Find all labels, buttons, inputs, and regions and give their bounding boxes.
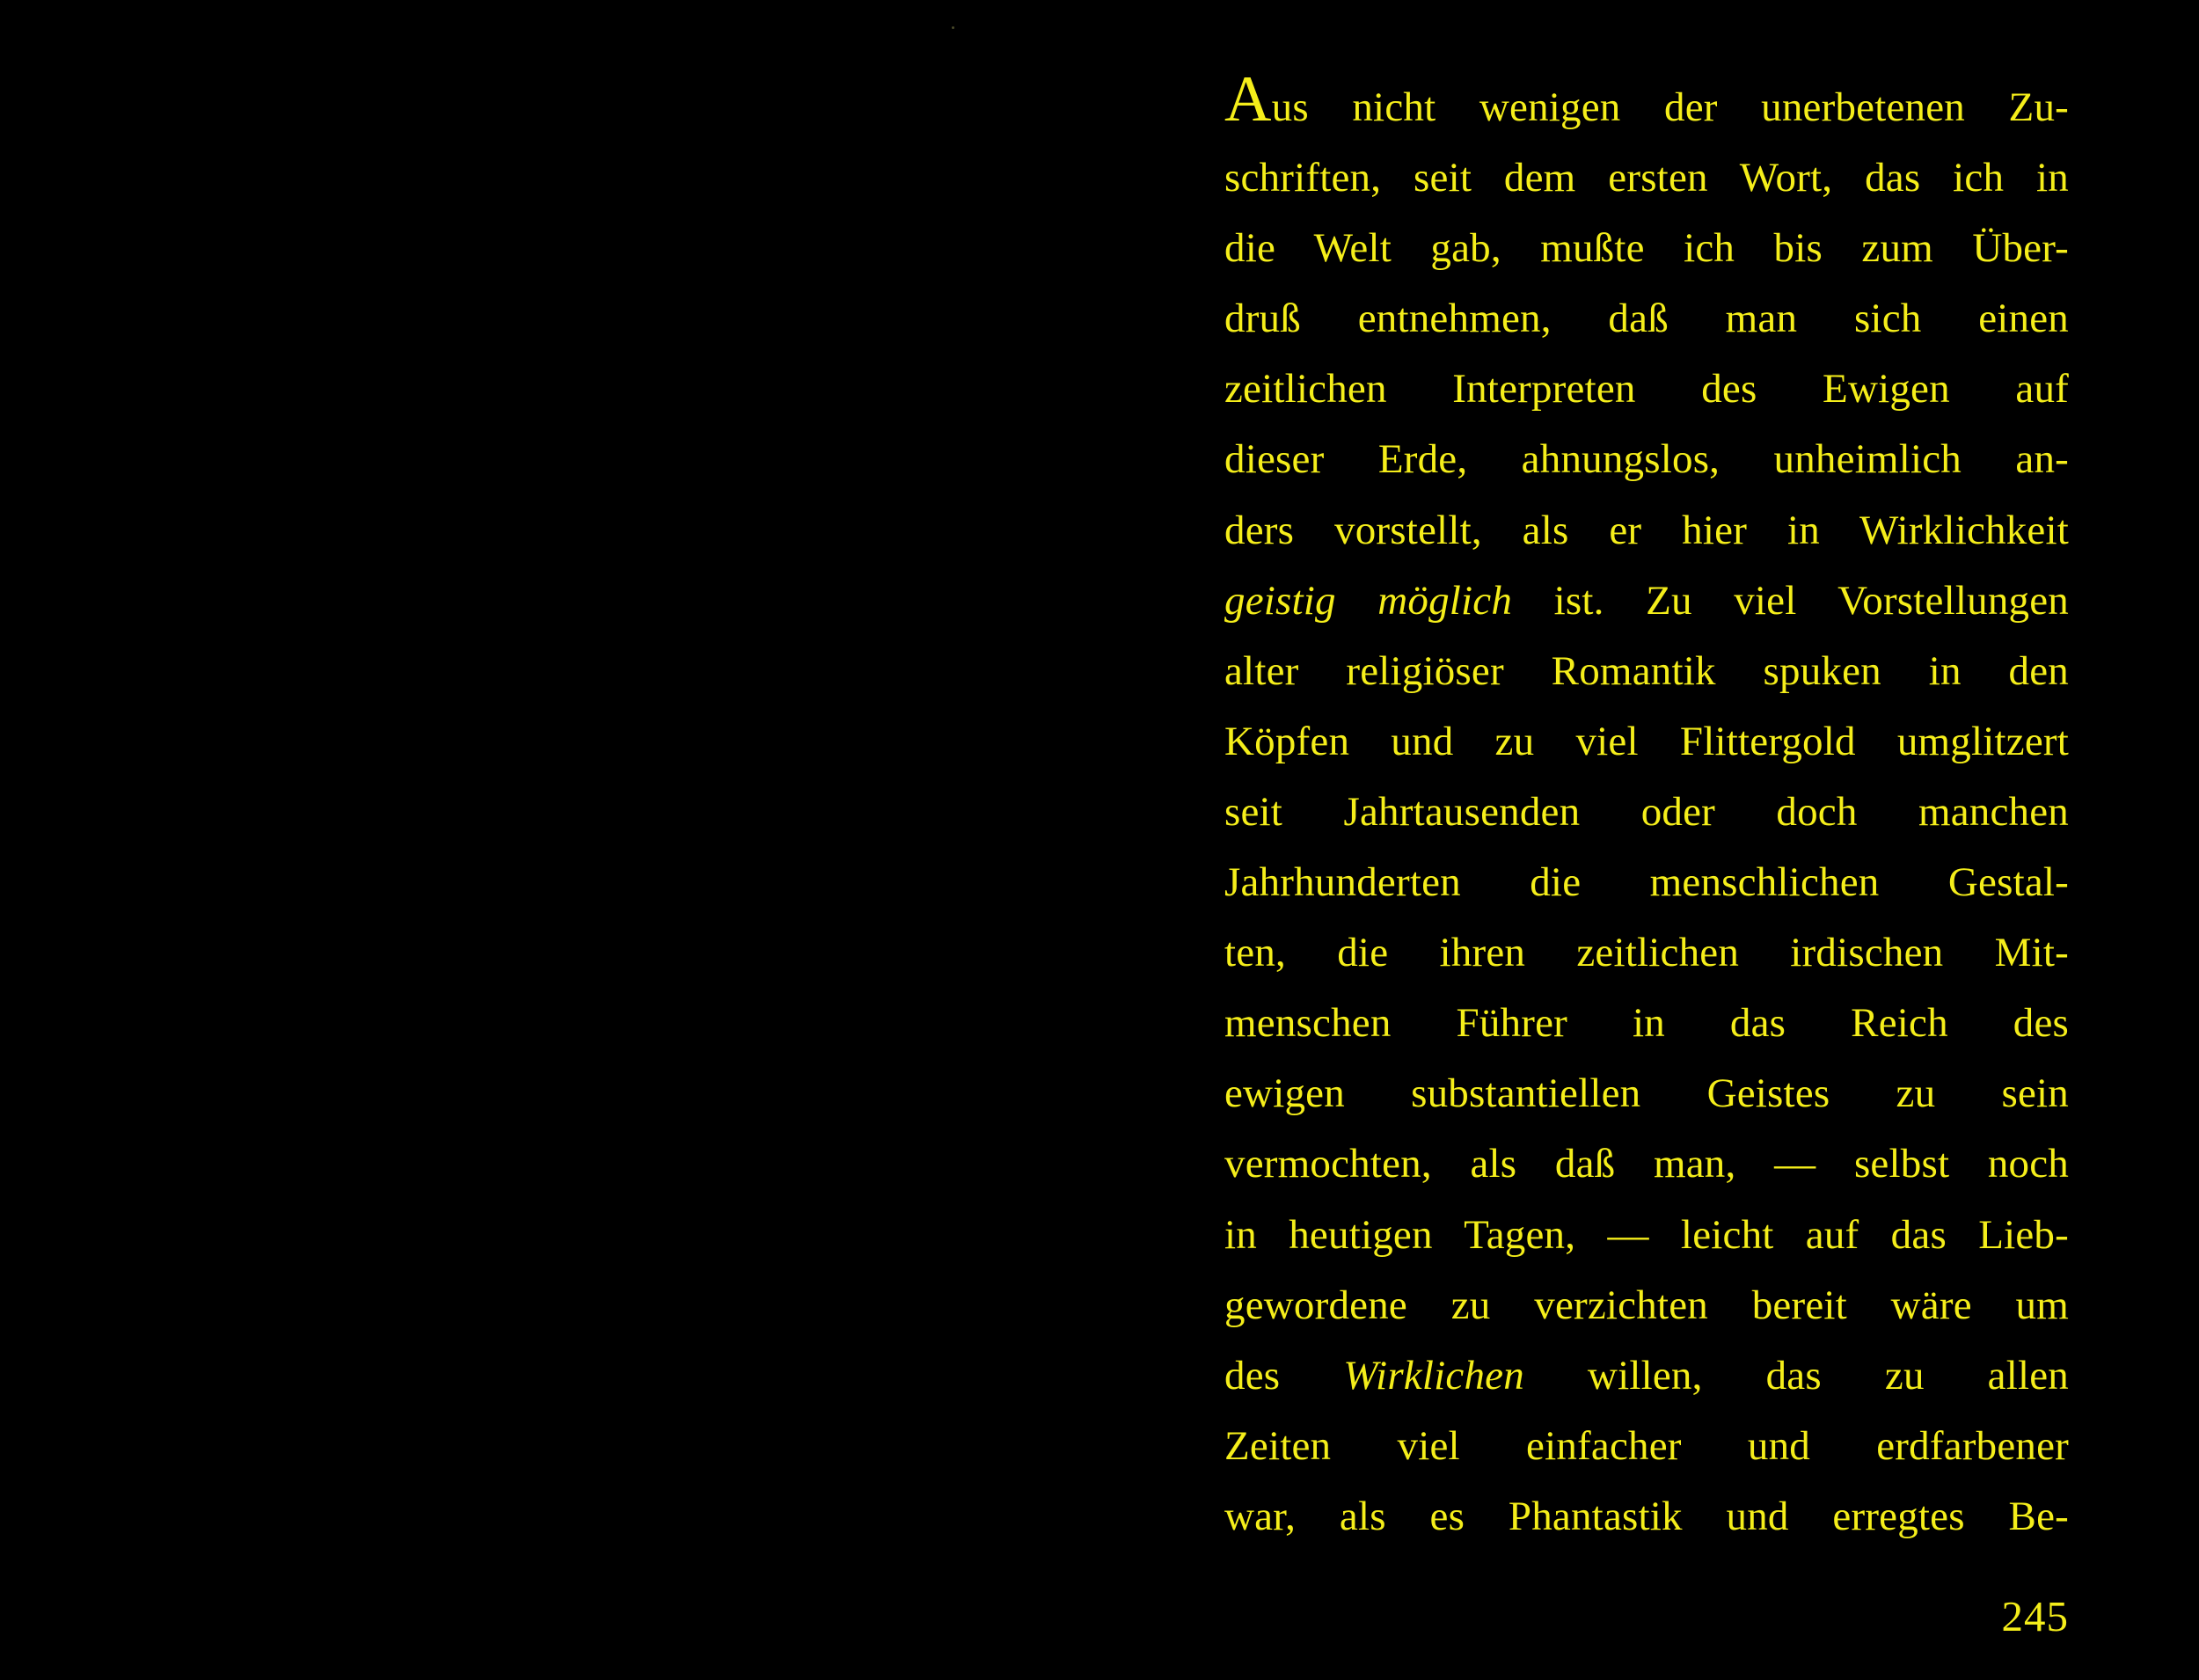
text-segment: vermochten, als daß man, — selbst noch <box>1224 1141 2069 1187</box>
text-segment: gewordene zu verzichten bereit wäre um <box>1224 1282 2069 1328</box>
text-line <box>1224 354 2069 424</box>
emphasis-text: Wirklichen <box>1343 1352 1524 1399</box>
text-line <box>1224 424 2069 494</box>
text-segment: Zeiten viel einfacher und erdfarbener <box>1224 1422 2069 1469</box>
text-line <box>1224 63 2069 142</box>
text-segment: des <box>1224 1352 1344 1399</box>
body-text <box>1224 63 2070 1552</box>
text-line <box>1224 988 2069 1058</box>
page-number: 245 <box>2001 1592 2069 1640</box>
text-segment: us nicht wenigen der unerbetenen Zu- <box>1271 84 2069 130</box>
text-line <box>1224 636 2069 706</box>
text-segment: ten, die ihren zeitlichen irdischen Mit- <box>1224 930 2069 976</box>
text-segment: war, als es Phantastik und erregtes Be- <box>1224 1493 2069 1539</box>
text-segment: Jahrhunderten die menschlichen Gestal- <box>1224 859 2069 906</box>
text-segment: in heutigen Tagen, — leicht auf das Lieb- <box>1224 1211 2069 1258</box>
initial-letter: A <box>1224 63 1272 135</box>
text-line <box>1224 777 2069 847</box>
text-line <box>1224 706 2069 777</box>
text-line <box>1224 1270 2069 1340</box>
text-segment: menschen Führer in das Reich des <box>1224 1000 2069 1047</box>
text-line <box>1224 847 2069 917</box>
text-line <box>1224 917 2069 988</box>
text-segment: ist. Zu viel Vorstellungen <box>1512 577 2069 624</box>
text-line <box>1224 1411 2069 1481</box>
text-line <box>1224 142 2069 213</box>
text-line <box>1224 1481 2069 1552</box>
text-segment: schriften, seit dem ersten Wort, das ich in <box>1224 155 2069 201</box>
text-segment: druß entnehmen, daß man sich einen <box>1224 296 2069 342</box>
text-segment: dieser Erde, ahnungslos, unheimlich an- <box>1224 436 2069 483</box>
text-segment: ders vorstellt, als er hier in Wirklichkeit <box>1224 507 2069 553</box>
text-line <box>1224 283 2069 354</box>
text-line <box>1224 1200 2069 1270</box>
emphasis-text: geistig möglich <box>1224 577 1513 624</box>
text-segment: alter religiöser Romantik spuken in den <box>1224 647 2069 694</box>
text-line <box>1224 1340 2069 1411</box>
text-segment: Köpfen und zu viel Flittergold umglitzert <box>1224 718 2069 764</box>
dust-speck <box>952 26 954 29</box>
text-segment: ewigen substantiellen Geistes zu sein <box>1224 1070 2069 1117</box>
text-line <box>1224 495 2069 566</box>
text-line <box>1224 566 2069 636</box>
text-line <box>1224 1058 2069 1129</box>
text-segment: seit Jahrtausenden oder doch manchen <box>1224 788 2069 835</box>
text-segment: zeitlichen Interpreten des Ewigen auf <box>1224 366 2069 413</box>
text-line <box>1224 213 2069 283</box>
text-line <box>1224 1129 2069 1199</box>
text-segment: willen, das zu allen <box>1523 1352 2070 1399</box>
text-segment: die Welt gab, mußte ich bis zum Über- <box>1224 225 2069 272</box>
